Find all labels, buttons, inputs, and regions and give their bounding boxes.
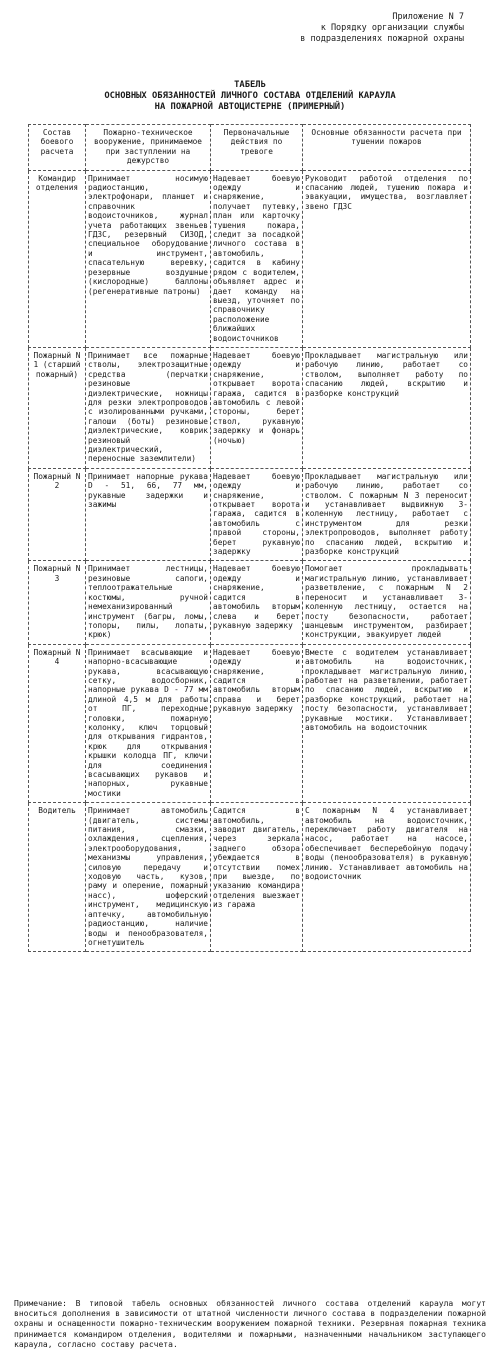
alarm-actions-cell: Надевает боевую одежду и снаряжение, открывает ворота гаража, садится в автомобиль с левой стороны, берет ствол, рукавную задержку и фонарь (ночью) — [211, 347, 303, 468]
role-cell: Пожарный N 2 — [29, 468, 86, 561]
title-line-1: ТАБЕЛЬ — [234, 80, 266, 90]
title-line-3: НА ПОЖАРНОЙ АВТОЦИСТЕРНЕ (ПРИМЕРНЫЙ) — [154, 102, 346, 112]
alarm-actions-cell: Надевает боевую одежду и снаряжение, получает путевку, план или карточку тушения пожара, следит за посадкой личного состава в автомобиль, садится в кабину рядом с водителем, объявляет адрес и дает команду на выезд, уточняет по справочнику расположение ближайших водоисточников — [211, 170, 303, 347]
duties-cell: Руководит работой отделения по спасанию людей, тушению пожара и эвакуации, имущества, возглавляет звено ГДЗС — [303, 170, 471, 347]
header-alarm-actions: Первоначальные действия по тревоге — [211, 125, 303, 171]
duties-cell: Прокладывает магистральную или рабочую линию, работает со стволом. С пожарным N 3 переносит и устанавливает выдвижную 3-коленную лестницу, работает с инструментом для резки электропроводов, выполняет работу по спасанию людей, вскрытию и разборке конструкций — [303, 468, 471, 561]
duties-cell: Помогает прокладывать магистральную линию, устанавливает разветвление, с пожарным N 2 переносит и устанавливает 3-коленную лестницу, остается на посту безопасности, работает шанцевым инструментом, разбирает конструкции, эвакуирует людей — [303, 561, 471, 644]
role-cell: Пожарный N 1 (старший пожарный) — [29, 347, 86, 468]
equipment-cell: Принимает лестницы, резиновые сапоги, теплоотражательные костюмы, ручной немеханизированный инструмент (багры, ломы, топоры, пилы, лопаты, крюк) — [86, 561, 211, 644]
appendix-header — [300, 12, 464, 45]
equipment-cell: Принимает носимую радиостанцию, электрофонари, планшет и справочник водоисточников, журнал учета работающих звеньев ГДЗС, резервный СИЗОД, специальное оборудование и инструмент, спасательную веревку, резервные воздушные (кислородные) баллоны (регенеративные патроны) — [86, 170, 211, 347]
duties-cell: Прокладывает магистральную или рабочую линию, работает со стволом, выполняет работу по спасанию людей, вскрытию и разборке конструкций — [303, 347, 471, 468]
equipment-cell: Принимает автомобиль (двигатель, системы питания, смазки, охлаждения, сцепления, электрооборудования, механизмы управления, силовую передачу и ходовую часть, кузов, раму и оперение, пожарный насс), шоферский инструмент, медицинскую аптечку, автомобильную радиостанцию, наличие воды и пенообразователя, огнетушитель — [86, 803, 211, 952]
header-crew: Состав боевого расчета — [29, 125, 86, 171]
appendix-reference-cont: в подразделениях пожарной охраны — [300, 34, 464, 44]
header-equipment: Пожарно-техническое вооружение, принимаемое при заступлении на дежурство — [86, 125, 211, 171]
duties-cell: С пожарным N 4 устанавливает автомобиль на водоисточник, переключает работу двигателя на насос, работает на насосе, обеспечивает бесперебойную подачу воды (пенообразователя) в рукавную линию. Устанавливает автомобиль на водоисточник — [303, 803, 471, 952]
appendix-reference: к Порядку организации службы — [320, 23, 464, 33]
duties-cell: Вместе с водителем устанавливает автомобиль на водоисточник, прокладывает магистральную линию, работает на разветвлении, работает по спасанию людей, вскрытию и разборке конструкций, работает на посту безопасности, устанавливает рукавные мостики. Устанавливает автомобиль на водоисточник — [303, 644, 471, 803]
title-line-2: ОСНОВНЫХ ОБЯЗАННОСТЕЙ ЛИЧНОГО СОСТАВА ОТДЕЛЕНИЙ КАРАУЛА — [104, 91, 396, 101]
table-row — [29, 644, 471, 803]
table-row — [29, 347, 471, 468]
equipment-cell: Принимает все пожарные стволы, электрозащитные средства (перчатки резиновые диэлектрические, ножницы для резки электропроводов с изолированными ручками, галоши (боты) резиновые диэлектрические, коврик резиновый диэлектрический, переносные заземлители) — [86, 347, 211, 468]
table-row — [29, 170, 471, 347]
table-header-row — [29, 125, 471, 171]
footnote: Примечание: В типовой табель основных обязанностей личного состава отделений караула могут вноситься дополнения в зависимости от штатной численности личного состава в подразделении пожарной охраны и оснащенности пожарно-техническим вооружением пожарной техники. Резервная пожарная техника принимается командиром отделения, водителями и пожарными, назначенными начальником заступающего караула, согласно составу расчета. — [14, 1299, 487, 1349]
appendix-number: Приложение N 7 — [392, 12, 464, 22]
role-cell: Пожарный N 4 — [29, 644, 86, 803]
table-row — [29, 468, 471, 561]
header-firefighting-duties: Основные обязанности расчета при тушении пожаров — [303, 125, 471, 171]
document-title — [0, 80, 500, 113]
equipment-cell: Принимает напорные рукава D - 51, 66, 77 мм, рукавные задержки и зажимы — [86, 468, 211, 561]
alarm-actions-cell: Надевает боевую одежду и снаряжение, садится в автомобиль вторым справа и берет рукавную задержку — [211, 644, 303, 803]
alarm-actions-cell: Надевает боевую одежду и снаряжение, открывает ворота гаража, садится в автомобиль с правой стороны, берет рукавную задержку — [211, 468, 303, 561]
role-cell: Пожарный N 3 — [29, 561, 86, 644]
alarm-actions-cell: Садится в автомобиль, заводит двигатель, через зеркала заднего обзора убеждается в отсутствии помех при выезде, по указанию командира отделения выезжает из гаража — [211, 803, 303, 952]
role-cell: Водитель — [29, 803, 86, 952]
duties-table — [28, 124, 471, 952]
role-cell: Командир отделения — [29, 170, 86, 347]
table-row — [29, 561, 471, 644]
equipment-cell: Принимает всасывающие и напорно-всасывающие рукава, всасывающую сетку, водосборник, напорные рукава D - 77 мм длиной 4,5 м для работы от ПГ, переходные головки, пожарную колонку, ключ торцовый для открывания гидрантов, крюк для открывания крышки колодца ПГ, ключи для соединения всасывающих рукавов и напорных, рукавные мостики — [86, 644, 211, 803]
alarm-actions-cell: Надевает боевую одежду и снаряжение, садится в автомобиль вторым слева и берет рукавную задержку — [211, 561, 303, 644]
table-row — [29, 803, 471, 952]
